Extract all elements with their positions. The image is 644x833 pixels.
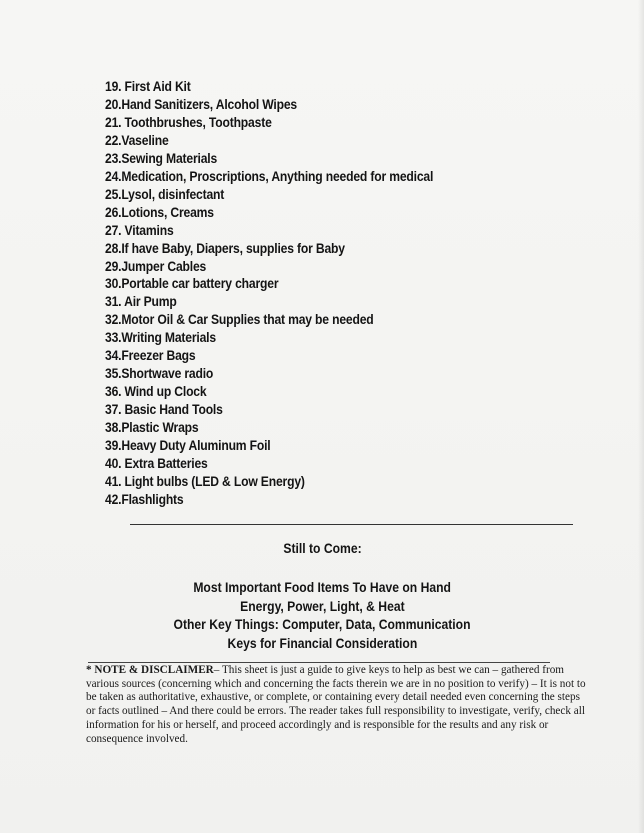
checklist-item: 33.Writing Materials xyxy=(105,330,216,346)
checklist-item: 39.Heavy Duty Aluminum Foil xyxy=(105,438,271,454)
checklist-item: 20.Hand Sanitizers, Alcohol Wipes xyxy=(105,96,298,112)
upcoming-topic-text: Most Important Food Items To Have on Hand xyxy=(193,580,451,595)
disclaimer-text: – This sheet is just a guide to give keys to help as best we can – gathered from various sources (concerning which and concerning the facts therein we are in no position to verify) – It is not to be taken as authoritative, exhaustive, or complete, or containing every detail needed even concerning the steps or facts outlined – And there could be errors. The reader takes full responsibility to investigate, verify, check all information for his or herself, and proceed accordingly and is responsible for the results and any risk or consequence involved. xyxy=(86,664,586,745)
checklist-item: 31. Air Pump xyxy=(105,294,177,310)
checklist-item: 38.Plastic Wraps xyxy=(105,420,199,436)
checklist-item: 37. Basic Hand Tools xyxy=(105,402,223,418)
checklist-item: 28.If have Baby, Diapers, supplies for Baby xyxy=(105,240,345,256)
checklist-item: 21. Toothbrushes, Toothpaste xyxy=(105,114,272,130)
checklist-item: 32.Motor Oil & Car Supplies that may be needed xyxy=(105,312,374,328)
checklist-item: 26.Lotions, Creams xyxy=(105,204,214,220)
disclaimer-lead: * NOTE & DISCLAIMER xyxy=(86,664,214,676)
checklist-item: 29.Jumper Cables xyxy=(105,258,207,274)
checklist-item: 23.Sewing Materials xyxy=(105,150,218,166)
still-to-come-heading-text: Still to Come: xyxy=(282,541,362,556)
upcoming-topic-text: Energy, Power, Light, & Heat xyxy=(239,598,405,614)
upcoming-topic xyxy=(0,616,644,635)
checklist-item: 40. Extra Batteries xyxy=(105,456,208,472)
checklist-item: 24.Medication, Proscriptions, Anything needed for medical xyxy=(105,168,434,184)
checklist-item: 42.Flashlights xyxy=(105,491,184,507)
disclaimer-divider xyxy=(88,662,550,663)
still-to-come-heading xyxy=(0,541,644,556)
checklist-item: 22.Vaseline xyxy=(105,132,169,148)
checklist-item: 34.Freezer Bags xyxy=(105,348,196,364)
disclaimer-note xyxy=(86,664,586,746)
checklist-item: 30.Portable car battery charger xyxy=(105,276,279,292)
upcoming-topic xyxy=(0,579,644,598)
upcoming-topics-list xyxy=(0,579,644,653)
checklist-item: 19. First Aid Kit xyxy=(105,79,191,94)
checklist-item: 35.Shortwave radio xyxy=(105,366,214,382)
page-edge-shadow xyxy=(638,0,644,833)
supply-checklist xyxy=(105,78,470,509)
upcoming-topic xyxy=(0,598,644,617)
checklist-item: 36. Wind up Clock xyxy=(105,384,207,400)
checklist-item: 41. Light bulbs (LED & Low Energy) xyxy=(105,473,305,489)
upcoming-topic-text: Other Key Things: Computer, Data, Communication xyxy=(173,617,471,632)
section-divider xyxy=(130,524,573,525)
upcoming-topic xyxy=(0,635,644,654)
upcoming-topic-text: Keys for Financial Consideration xyxy=(227,635,417,651)
checklist-item: 27. Vitamins xyxy=(105,222,174,238)
checklist-item: 25.Lysol, disinfectant xyxy=(105,186,225,202)
